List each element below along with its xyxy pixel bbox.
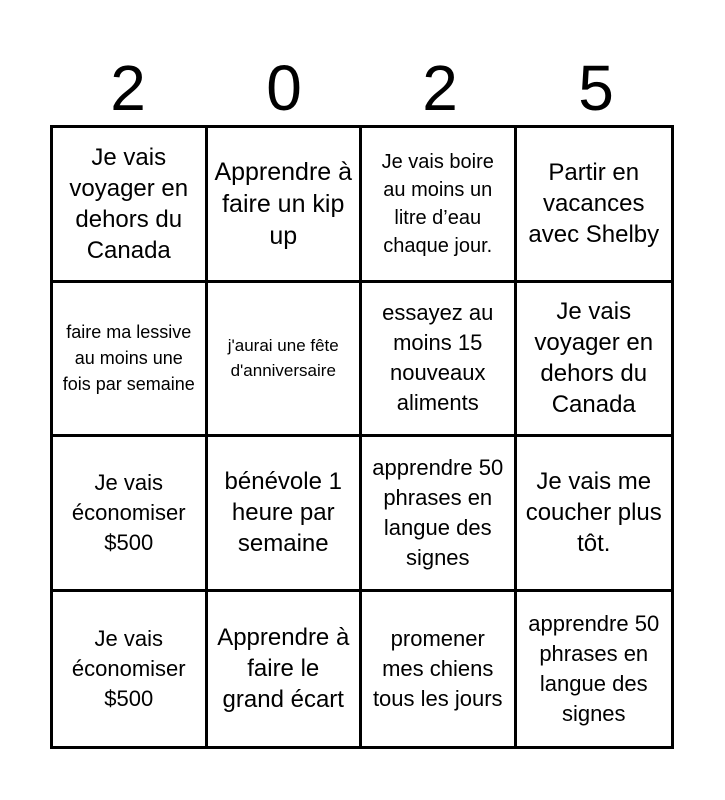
cell-text: Je vais économiser $500 (71, 469, 186, 555)
cell-text: Je vais boire au moins un litre d’eau chaque jour. (381, 150, 494, 257)
bingo-cell[interactable] (53, 437, 208, 592)
cell-text: promener mes chiens tous les jours (372, 625, 503, 711)
bingo-cell[interactable] (208, 592, 363, 747)
bingo-header (50, 52, 674, 124)
bingo-cell[interactable] (362, 437, 517, 592)
bingo-cell[interactable] (362, 283, 517, 438)
bingo-cell[interactable] (517, 437, 672, 592)
cell-text: Apprendre à faire le grand écart (217, 624, 350, 714)
header-digit: 2 (422, 52, 458, 124)
bingo-board (50, 125, 674, 749)
cell-text: Apprendre à faire un kip up (214, 157, 353, 250)
cell-text: Je vais me coucher plus tôt. (525, 468, 662, 558)
bingo-cell[interactable] (208, 437, 363, 592)
cell-text: apprendre 50 phrases en langue des signes (372, 454, 504, 570)
bingo-cell[interactable] (517, 283, 672, 438)
bingo-cell[interactable] (53, 283, 208, 438)
cell-text: bénévole 1 heure par semaine (224, 468, 342, 558)
header-digit: 5 (578, 52, 614, 124)
cell-text: Je vais voyager en dehors du Canada (69, 143, 189, 264)
cell-text: apprendre 50 phrases en langue des signes (528, 610, 660, 726)
bingo-cell[interactable] (362, 592, 517, 747)
header-digit: 0 (266, 52, 302, 124)
cell-text: faire ma lessive au moins une fois par semaine (62, 322, 195, 395)
bingo-cell[interactable] (517, 128, 672, 283)
header-digit: 2 (110, 52, 146, 124)
bingo-cell[interactable] (517, 592, 672, 747)
bingo-cell[interactable] (208, 128, 363, 283)
cell-text: essayez au moins 15 nouveaux aliments (382, 300, 494, 416)
cell-text: Partir en vacances avec Shelby (528, 159, 660, 249)
cell-text: Je vais voyager en dehors du Canada (534, 298, 654, 419)
cell-text: j'aurai une fête d'anniversaire (227, 336, 339, 381)
bingo-cell[interactable] (53, 592, 208, 747)
bingo-cell[interactable] (53, 128, 208, 283)
bingo-cell[interactable] (362, 128, 517, 283)
bingo-cell[interactable] (208, 283, 363, 438)
cell-text: Je vais économiser $500 (71, 625, 186, 711)
